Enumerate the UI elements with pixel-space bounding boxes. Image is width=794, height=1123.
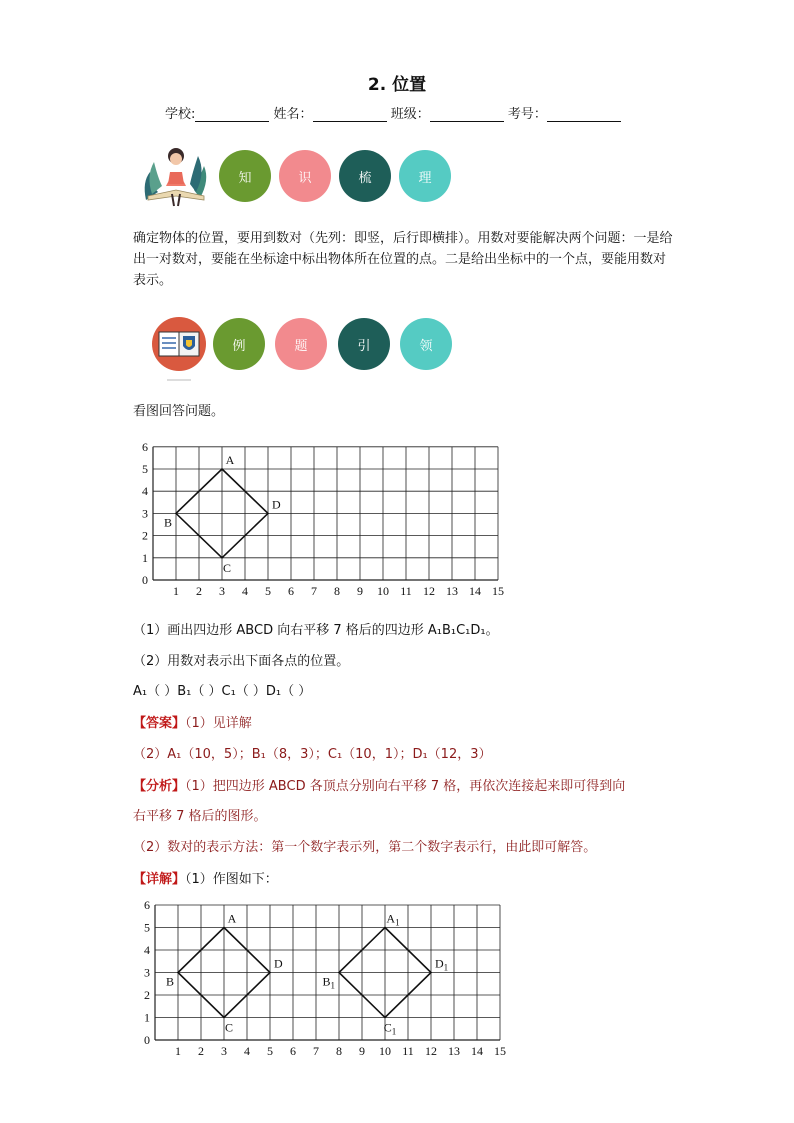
x-tick-label: 1 xyxy=(173,584,179,598)
name-label: 姓名： xyxy=(273,107,313,122)
y-tick-label: 4 xyxy=(144,943,150,957)
school-label: 学校: xyxy=(165,107,196,122)
x-tick-label: 11 xyxy=(400,584,412,598)
answer-line-1 xyxy=(133,712,252,731)
x-tick-label: 15 xyxy=(494,1044,506,1058)
y-tick-label: 2 xyxy=(144,988,150,1002)
y-tick-label: 3 xyxy=(144,965,150,980)
y-tick-label: 1 xyxy=(144,1010,150,1025)
y-tick-label: 3 xyxy=(142,506,148,521)
vertex-label: $D_1$ xyxy=(435,956,449,973)
x-tick-label: 6 xyxy=(290,1044,296,1058)
x-tick-label: 7 xyxy=(311,584,317,598)
x-tick-label: 14 xyxy=(469,584,481,598)
y-tick-label: 5 xyxy=(142,462,148,476)
x-tick-label: 3 xyxy=(221,1044,227,1058)
detail-text: （1）作图如下： xyxy=(185,872,278,887)
id-label: 考号： xyxy=(507,107,547,122)
y-tick-label: 4 xyxy=(142,484,148,499)
question-2: （2）用数对表示出下面各点的位置。 xyxy=(133,654,350,669)
x-tick-label: 10 xyxy=(377,584,389,598)
x-tick-label: 2 xyxy=(198,1044,204,1058)
detail-tag: 【详解】 xyxy=(133,872,186,887)
page-title: 2. 位置 xyxy=(367,75,427,95)
x-tick-label: 11 xyxy=(402,1044,414,1058)
vertex-label: A xyxy=(227,911,237,926)
class-field[interactable] xyxy=(430,107,504,122)
section-circle-5: 例 xyxy=(213,318,265,370)
knowledge-paragraph: 确定物体的位置，要用到数对（先列：即竖，后行即横排）。用数对要能解决两个问题：一是给出一对数对，要能在坐标途中标出物体所在位置的点。二是给出坐标中的一个点，要能用数对表示。 xyxy=(133,231,673,288)
class-label: 班级： xyxy=(390,107,430,122)
x-tick-label: 2 xyxy=(196,584,202,598)
x-tick-label: 9 xyxy=(359,1044,365,1058)
detail-line xyxy=(133,868,278,887)
y-tick-label: 2 xyxy=(142,528,148,543)
analysis-tag: 【分析】 xyxy=(133,779,186,794)
section-circle-2: 识 xyxy=(279,150,331,202)
section-circle-6: 题 xyxy=(275,318,327,370)
section-circle-1: 知 xyxy=(219,150,271,202)
x-tick-label: 12 xyxy=(423,584,435,598)
vertex-label: $A_1$ xyxy=(386,911,400,928)
x-tick-label: 5 xyxy=(267,1044,273,1058)
x-tick-label: 8 xyxy=(334,584,340,598)
answer-2: （2）A₁（10，5）；B₁（8，3）；C₁（10，1）；D₁（12，3） xyxy=(133,747,492,762)
y-tick-label: 5 xyxy=(144,920,150,935)
y-tick-label: 0 xyxy=(144,1033,150,1047)
coordinate-grid-question xyxy=(130,440,520,600)
x-tick-label: 4 xyxy=(244,1044,250,1058)
y-tick-label: 1 xyxy=(142,550,148,565)
y-tick-label: 0 xyxy=(142,573,148,587)
x-tick-label: 10 xyxy=(379,1044,391,1058)
x-tick-label: 3 xyxy=(219,584,225,598)
question-intro: 看图回答问题。 xyxy=(133,404,225,419)
vertex-label: $B_1$ xyxy=(322,974,335,991)
x-tick-label: 13 xyxy=(446,584,458,598)
y-tick-label: 6 xyxy=(142,440,148,454)
section-circle-8: 领 xyxy=(400,318,452,370)
question-1: （1）画出四边形 ABCD 向右平移 7 格后的四边形 A₁B₁C₁D₁。 xyxy=(133,623,499,638)
section-circle-7: 引 xyxy=(338,318,390,370)
question-3-blanks: A₁（ ）B₁（ ）C₁（ ）D₁（ ） xyxy=(133,684,312,699)
x-tick-label: 15 xyxy=(492,584,504,598)
x-tick-label: 7 xyxy=(313,1044,319,1058)
y-tick-label: 6 xyxy=(144,898,150,912)
x-tick-label: 14 xyxy=(471,1044,483,1058)
student-info-line xyxy=(165,103,621,122)
analysis-line-1 xyxy=(133,775,625,794)
x-tick-label: 1 xyxy=(175,1044,181,1058)
girl-reading-illustration xyxy=(140,142,212,208)
x-tick-label: 5 xyxy=(265,584,271,598)
vertex-label: D xyxy=(272,497,281,512)
x-tick-label: 12 xyxy=(425,1044,437,1058)
section-circle-3: 梳 xyxy=(339,150,391,202)
vertex-label: A xyxy=(225,453,235,467)
vertex-label: C xyxy=(224,1020,234,1035)
analysis-1: （1）把四边形 ABCD 各顶点分别向右平移 7 格，再依次连接起来即可得到向 xyxy=(185,779,626,794)
vertex-label: C xyxy=(222,560,232,575)
vertex-label: B xyxy=(165,974,174,989)
x-tick-label: 6 xyxy=(288,584,294,598)
vertex-label: $C_1$ xyxy=(383,1020,397,1037)
coordinate-grid-answer xyxy=(130,898,520,1060)
book-shield-icon xyxy=(149,316,209,384)
vertex-label: B xyxy=(163,515,172,530)
answer-tag: 【答案】 xyxy=(133,716,186,731)
answer-1: （1）见详解 xyxy=(185,716,252,731)
name-field[interactable] xyxy=(313,107,387,122)
analysis-2: 右平移 7 格后的图形。 xyxy=(133,809,267,824)
x-tick-label: 8 xyxy=(336,1044,342,1058)
id-field[interactable] xyxy=(547,107,621,122)
school-field[interactable] xyxy=(195,107,269,122)
analysis-3: （2）数对的表示方法：第一个数字表示列，第二个数字表示行，由此即可解答。 xyxy=(133,840,597,855)
x-tick-label: 9 xyxy=(357,584,363,598)
vertex-label: D xyxy=(274,956,283,971)
section-circle-4: 理 xyxy=(399,150,451,202)
x-tick-label: 13 xyxy=(448,1044,460,1058)
x-tick-label: 4 xyxy=(242,584,248,598)
